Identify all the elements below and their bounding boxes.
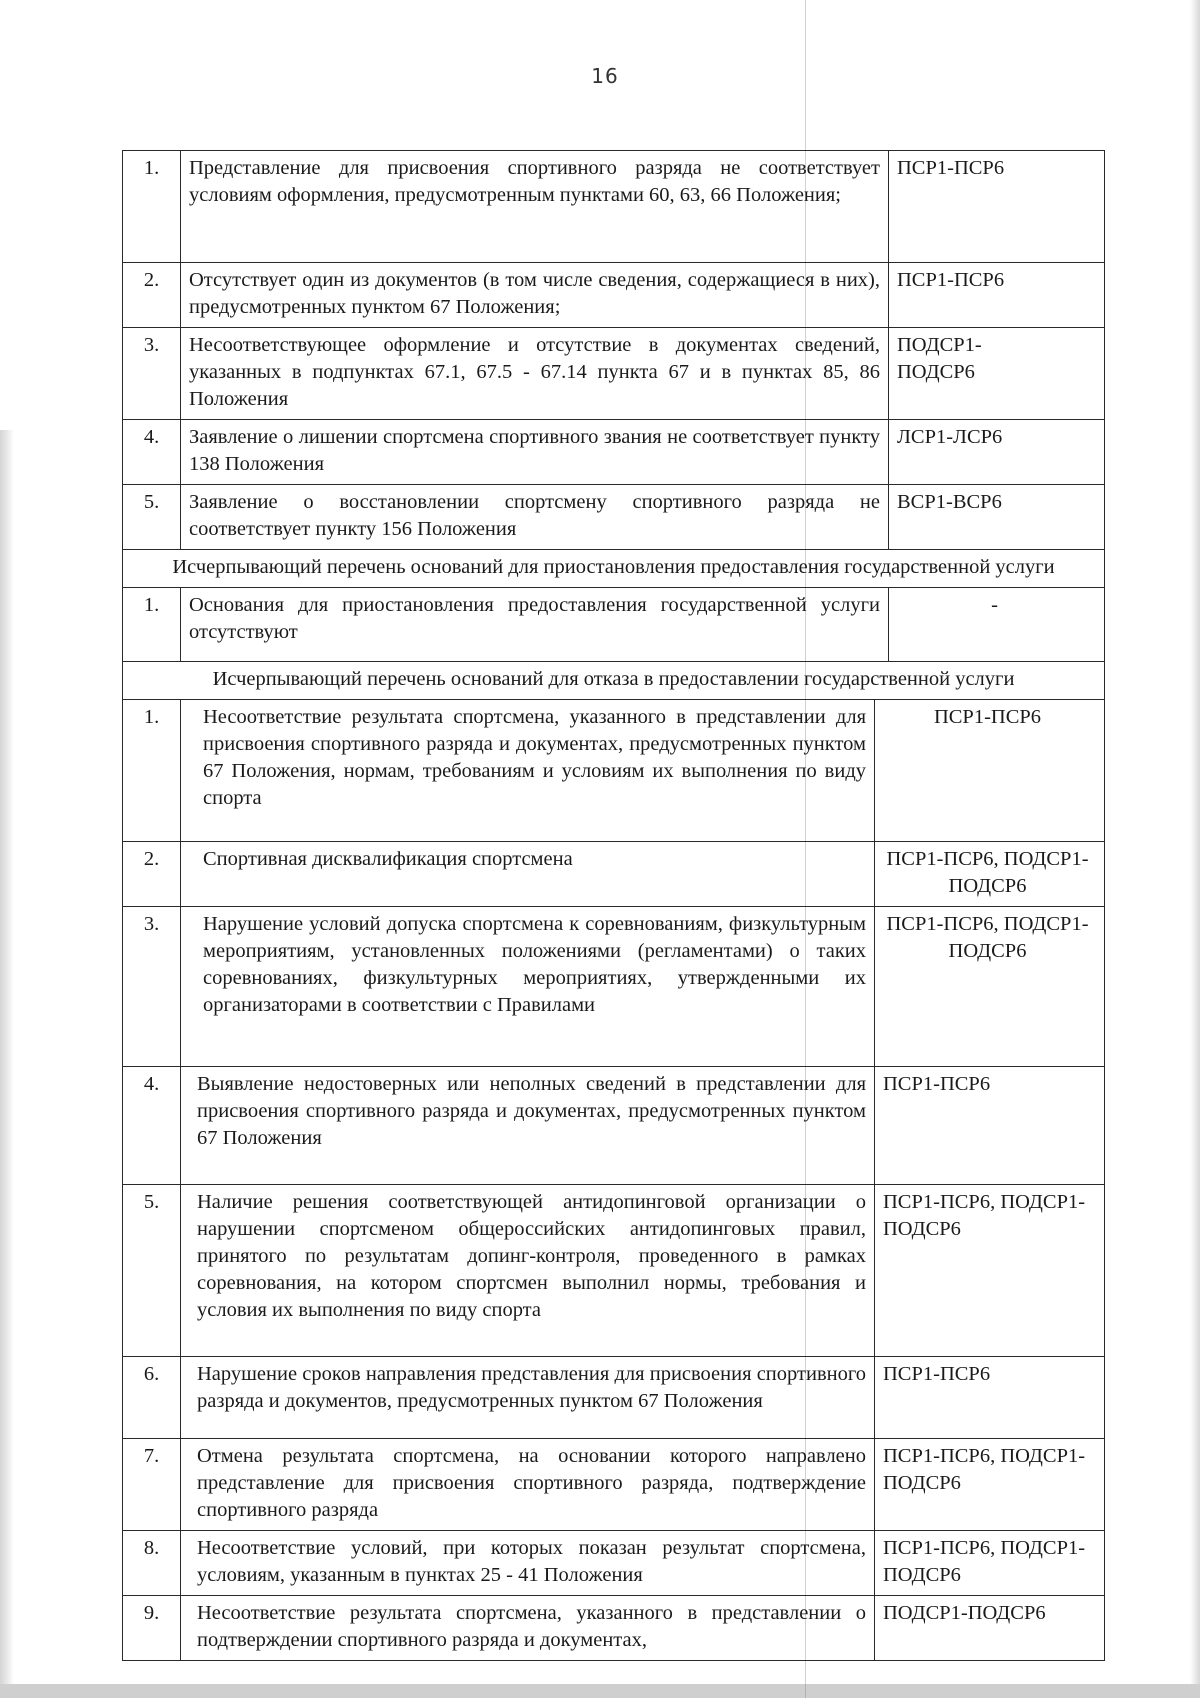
row-text: Спортивная дисквалификация спортсмена	[181, 842, 875, 907]
table-row	[123, 263, 1105, 328]
row-code: ПСР1-ПСР6, ПОДСР1-ПОДСР6	[875, 1531, 1105, 1596]
row-text: Несоответствие результата спортсмена, указанного в представлении о подтверждении спортивного разряда и документах,	[181, 1596, 875, 1661]
document-sheet	[122, 150, 1144, 1661]
row-number: 1.	[123, 700, 181, 842]
row-text: Заявление о восстановлении спортсмену спортивного разряда не соответствует пункту 156 Положения	[181, 485, 889, 550]
section-heading-refusal: Исчерпывающий перечень оснований для отказа в предоставлении государственной услуги	[123, 662, 1105, 700]
row-text: Заявление о лишении спортсмена спортивного звания не соответствует пункту 138 Положения	[181, 420, 889, 485]
table-row	[123, 1596, 1105, 1661]
row-text: Наличие решения соответствующей антидопинговой организации о нарушении спортсменом общероссийских антидопинговых правил, принятого по результатам допинг-контроля, проведенного в рамках соревнования, на котором спортсмен выполнил нормы, требования и условия их выполнения по виду спорта	[181, 1185, 875, 1357]
row-code: ПСР1-ПСР6	[875, 1067, 1105, 1185]
row-code: ЛСР1-ЛСР6	[889, 420, 1105, 485]
row-code: ПСР1-ПСР6	[889, 263, 1105, 328]
scan-shadow-right	[1190, 0, 1200, 1698]
table-row	[123, 700, 1105, 842]
row-code: ПОДСР1-ПОДСР6	[875, 1596, 1105, 1661]
row-code: ПСР1-ПСР6	[875, 700, 1105, 842]
row-code: -	[889, 588, 1105, 662]
scan-shadow-bottom	[0, 1684, 1200, 1698]
table-row	[123, 1531, 1105, 1596]
row-number: 6.	[123, 1357, 181, 1439]
row-number: 9.	[123, 1596, 181, 1661]
row-code: ПСР1-ПСР6, ПОДСР1-ПОДСР6	[875, 1439, 1105, 1531]
row-text: Нарушение сроков направления представления для присвоения спортивного разряда и документов, предусмотренных пунктом 67 Положения	[181, 1357, 875, 1439]
row-code: ПСР1-ПСР6, ПОДСР1-ПОДСР6	[875, 1185, 1105, 1357]
scan-shadow-left	[0, 430, 14, 1698]
row-text: Отмена результата спортсмена, на основании которого направлено представление для присвоения спортивного разряда, подтверждение спортивного разряда	[181, 1439, 875, 1531]
row-text: Несоответствие результата спортсмена, указанного в представлении для присвоения спортивного разряда и документах, предусмотренных пунктом 67 Положения, нормам, требованиям и условиям их выполнения по виду спорта	[181, 700, 875, 842]
row-code: ПСР1-ПСР6	[889, 151, 1105, 263]
row-code: ПСР1-ПСР6	[875, 1357, 1105, 1439]
row-text: Несоответствующее оформление и отсутствие в документах сведений, указанных в подпунктах 67.1, 67.5 - 67.14 пункта 67 и в пунктах 85, 86 Положения	[181, 328, 889, 420]
table-row	[123, 842, 1105, 907]
row-number: 7.	[123, 1439, 181, 1531]
row-number: 2.	[123, 842, 181, 907]
section-heading-row	[123, 550, 1105, 588]
row-code: ПСР1-ПСР6, ПОДСР1-ПОДСР6	[875, 842, 1105, 907]
row-code-text: ПОДСР1-ПОДСР6	[897, 334, 982, 383]
section-heading-row	[123, 662, 1105, 700]
table-row	[123, 1067, 1105, 1185]
page-number: 16	[591, 64, 619, 88]
row-number: 4.	[123, 420, 181, 485]
table-row	[123, 328, 1105, 420]
table-row	[123, 1357, 1105, 1439]
table-row	[123, 907, 1105, 1067]
row-text: Выявление недостоверных или неполных сведений в представлении для присвоения спортивного разряда и документах, предусмотренных пунктом 67 Положения	[181, 1067, 875, 1185]
row-number: 3.	[123, 328, 181, 420]
table-row	[123, 1185, 1105, 1357]
row-code	[889, 328, 1105, 420]
row-code: ВСР1-ВСР6	[889, 485, 1105, 550]
row-code: ПСР1-ПСР6, ПОДСР1-ПОДСР6	[875, 907, 1105, 1067]
table-row	[123, 485, 1105, 550]
row-number: 2.	[123, 263, 181, 328]
row-text: Представление для присвоения спортивного разряда не соответствует условиям оформления, предусмотренным пунктами 60, 63, 66 Положения;	[181, 151, 889, 263]
table-row	[123, 151, 1105, 263]
row-number: 1.	[123, 151, 181, 263]
table-row	[123, 1439, 1105, 1531]
row-number: 4.	[123, 1067, 181, 1185]
row-number: 5.	[123, 1185, 181, 1357]
row-text: Отсутствует один из документов (в том числе сведения, содержащиеся в них), предусмотренных пунктом 67 Положения;	[181, 263, 889, 328]
table-row	[123, 588, 1105, 662]
row-text: Несоответствие условий, при которых показан результат спортсмена, условиям, указанным в пунктах 25 - 41 Положения	[181, 1531, 875, 1596]
row-number: 5.	[123, 485, 181, 550]
row-number: 3.	[123, 907, 181, 1067]
row-number: 1.	[123, 588, 181, 662]
section-heading-suspension: Исчерпывающий перечень оснований для приостановления предоставления государственной услуги	[123, 550, 1105, 588]
row-text: Основания для приостановления предоставления государственной услуги отсутствуют	[181, 588, 889, 662]
row-number: 8.	[123, 1531, 181, 1596]
table-row	[123, 420, 1105, 485]
row-text: Нарушение условий допуска спортсмена к соревнованиям, физкультурным мероприятиям, установленных положениями (регламентами) о таких соревнованиях, физкультурных мероприятиях, утвержденными их организаторами в соответствии с Правилами	[181, 907, 875, 1067]
grounds-table	[122, 150, 1105, 1661]
